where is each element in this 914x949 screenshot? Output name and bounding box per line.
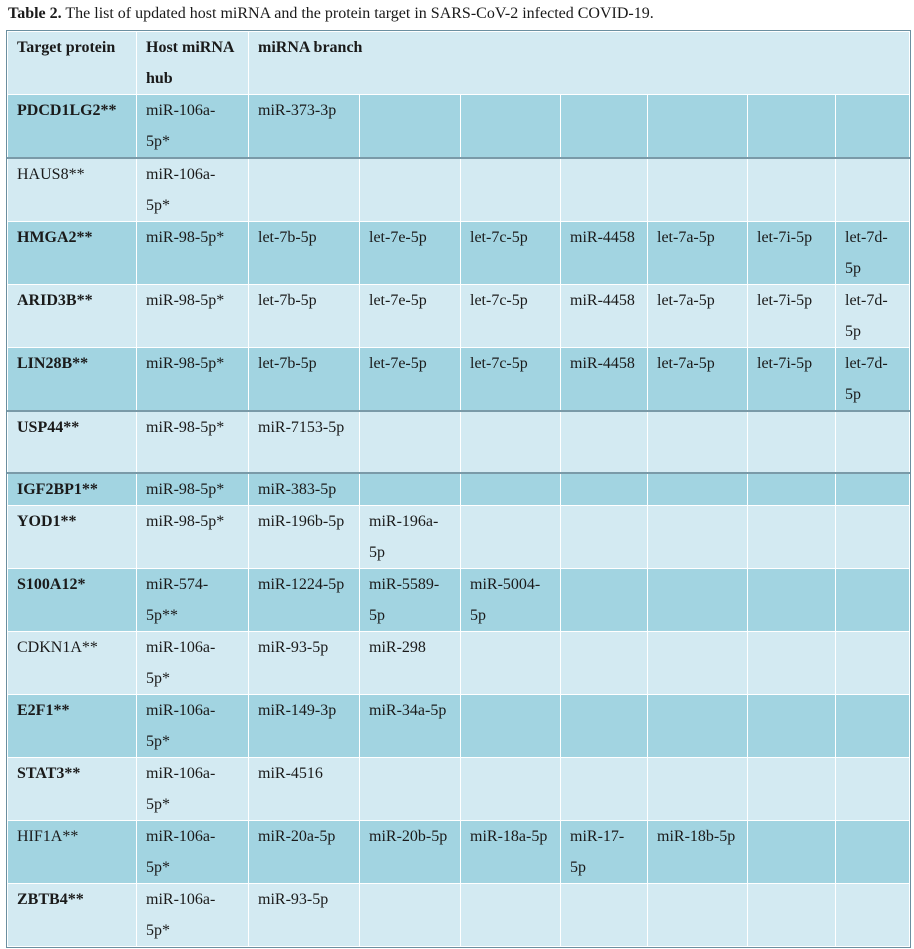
table-row [8,95,910,159]
cell-mirna-branch: let-7i-5p [748,348,836,412]
cell-target-protein: STAT3** [8,758,137,821]
cell-host-mirna-hub: miR-98-5p* [137,285,249,348]
cell-mirna-branch: miR-93-5p [249,632,360,695]
table-row [8,285,910,348]
cell-mirna-branch [561,411,648,473]
cell-mirna-branch [360,884,461,947]
cell-mirna-branch [648,695,748,758]
header-host-mirna-hub: Host miRNA hub [137,32,249,95]
cell-mirna-branch [561,506,648,569]
cell-target-protein: IGF2BP1** [8,473,137,506]
table-caption [8,2,654,30]
cell-mirna-branch: miR-1224-5p [249,569,360,632]
cell-host-mirna-hub: miR-98-5p* [137,222,249,285]
cell-mirna-branch [648,632,748,695]
cell-mirna-branch [461,95,561,159]
cell-mirna-branch [360,95,461,159]
cell-mirna-branch [748,884,836,947]
cell-mirna-branch [748,632,836,695]
table-row [8,411,910,473]
cell-mirna-branch [561,569,648,632]
header-row [8,32,910,95]
cell-host-mirna-hub: miR-106a-5p* [137,158,249,222]
cell-mirna-branch: miR-4458 [561,348,648,412]
cell-mirna-branch [836,473,910,506]
cell-mirna-branch: miR-383-5p [249,473,360,506]
cell-mirna-branch [648,411,748,473]
cell-mirna-branch [461,473,561,506]
caption-label: Table 2. [8,5,62,22]
cell-mirna-branch: let-7b-5p [249,348,360,412]
cell-mirna-branch: miR-93-5p [249,884,360,947]
cell-mirna-branch: let-7e-5p [360,222,461,285]
cell-mirna-branch [648,95,748,159]
cell-target-protein: PDCD1LG2** [8,95,137,159]
cell-mirna-branch [461,411,561,473]
cell-mirna-branch: let-7a-5p [648,348,748,412]
cell-host-mirna-hub: miR-98-5p* [137,348,249,412]
cell-mirna-branch [461,506,561,569]
cell-target-protein: USP44** [8,411,137,473]
cell-mirna-branch [249,158,360,222]
cell-host-mirna-hub: miR-106a-5p* [137,884,249,947]
cell-mirna-branch: miR-20a-5p [249,821,360,884]
table-row [8,506,910,569]
table-row [8,821,910,884]
cell-mirna-branch [561,632,648,695]
cell-mirna-branch [461,158,561,222]
cell-mirna-branch [836,884,910,947]
cell-mirna-branch [748,95,836,159]
cell-mirna-branch: miR-373-3p [249,95,360,159]
cell-mirna-branch: let-7d-5p [836,348,910,412]
cell-mirna-branch: miR-4516 [249,758,360,821]
cell-host-mirna-hub: miR-106a-5p* [137,821,249,884]
header-target-protein: Target protein [8,32,137,95]
cell-mirna-branch [561,884,648,947]
cell-mirna-branch [561,158,648,222]
cell-host-mirna-hub: miR-106a-5p* [137,95,249,159]
cell-mirna-branch: miR-4458 [561,285,648,348]
cell-target-protein: CDKN1A** [8,632,137,695]
cell-target-protein: HIF1A** [8,821,137,884]
table-row [8,348,910,412]
cell-host-mirna-hub: miR-98-5p* [137,411,249,473]
cell-mirna-branch [561,95,648,159]
table-row [8,473,910,506]
cell-mirna-branch: miR-149-3p [249,695,360,758]
cell-host-mirna-hub: miR-574-5p** [137,569,249,632]
cell-mirna-branch [648,158,748,222]
cell-mirna-branch: miR-5004-5p [461,569,561,632]
cell-mirna-branch: let-7d-5p [836,222,910,285]
table-row [8,695,910,758]
cell-mirna-branch: miR-18a-5p [461,821,561,884]
table-row [8,158,910,222]
cell-mirna-branch [648,569,748,632]
cell-host-mirna-hub: miR-106a-5p* [137,695,249,758]
cell-mirna-branch [836,411,910,473]
cell-mirna-branch [836,95,910,159]
cell-target-protein: S100A12* [8,569,137,632]
cell-host-mirna-hub: miR-98-5p* [137,506,249,569]
cell-target-protein: HAUS8** [8,158,137,222]
cell-mirna-branch: let-7c-5p [461,348,561,412]
cell-mirna-branch: let-7i-5p [748,285,836,348]
cell-mirna-branch [648,758,748,821]
cell-target-protein: LIN28B** [8,348,137,412]
cell-mirna-branch: miR-18b-5p [648,821,748,884]
table-body [8,32,910,947]
cell-mirna-branch [360,158,461,222]
cell-mirna-branch [748,506,836,569]
cell-mirna-branch [561,758,648,821]
cell-mirna-branch: miR-5589-5p [360,569,461,632]
table-row [8,884,910,947]
cell-mirna-branch [461,695,561,758]
cell-mirna-branch [748,158,836,222]
cell-mirna-branch: let-7d-5p [836,285,910,348]
cell-mirna-branch: let-7a-5p [648,222,748,285]
cell-mirna-branch [461,632,561,695]
cell-mirna-branch [648,884,748,947]
cell-mirna-branch [836,158,910,222]
cell-mirna-branch [836,569,910,632]
cell-mirna-branch: miR-20b-5p [360,821,461,884]
cell-mirna-branch: let-7e-5p [360,348,461,412]
cell-mirna-branch: let-7c-5p [461,222,561,285]
cell-mirna-branch: let-7e-5p [360,285,461,348]
cell-host-mirna-hub: miR-106a-5p* [137,758,249,821]
cell-mirna-branch [648,473,748,506]
cell-mirna-branch: miR-298 [360,632,461,695]
cell-mirna-branch: miR-196a-5p [360,506,461,569]
cell-host-mirna-hub: miR-106a-5p* [137,632,249,695]
cell-target-protein: HMGA2** [8,222,137,285]
cell-mirna-branch [561,473,648,506]
cell-mirna-branch: let-7b-5p [249,222,360,285]
cell-host-mirna-hub: miR-98-5p* [137,473,249,506]
cell-mirna-branch: miR-4458 [561,222,648,285]
cell-mirna-branch [561,695,648,758]
cell-mirna-branch: let-7a-5p [648,285,748,348]
cell-mirna-branch [748,411,836,473]
table-row [8,632,910,695]
cell-mirna-branch: miR-34a-5p [360,695,461,758]
cell-mirna-branch [836,506,910,569]
cell-mirna-branch: let-7c-5p [461,285,561,348]
cell-mirna-branch [836,821,910,884]
cell-mirna-branch [461,758,561,821]
cell-target-protein: E2F1** [8,695,137,758]
cell-mirna-branch [360,411,461,473]
table-row [8,758,910,821]
table-row [8,222,910,285]
cell-target-protein: ARID3B** [8,285,137,348]
cell-mirna-branch [748,821,836,884]
cell-mirna-branch [836,695,910,758]
caption-text: The list of updated host miRNA and the protein target in SARS-CoV-2 infected COVID-19. [61,5,654,22]
cell-mirna-branch [360,758,461,821]
cell-mirna-branch: miR-7153-5p [249,411,360,473]
cell-mirna-branch: miR-17-5p [561,821,648,884]
cell-mirna-branch [648,506,748,569]
cell-mirna-branch [360,473,461,506]
cell-mirna-branch [748,758,836,821]
header-mirna-branch: miRNA branch [249,32,910,95]
cell-mirna-branch: let-7i-5p [748,222,836,285]
table-row [8,569,910,632]
cell-mirna-branch [836,632,910,695]
cell-mirna-branch [748,473,836,506]
cell-mirna-branch [461,884,561,947]
cell-mirna-branch [748,569,836,632]
cell-mirna-branch [748,695,836,758]
mirna-table [7,31,910,947]
cell-target-protein: ZBTB4** [8,884,137,947]
cell-mirna-branch [836,758,910,821]
cell-mirna-branch: miR-196b-5p [249,506,360,569]
cell-target-protein: YOD1** [8,506,137,569]
cell-mirna-branch: let-7b-5p [249,285,360,348]
